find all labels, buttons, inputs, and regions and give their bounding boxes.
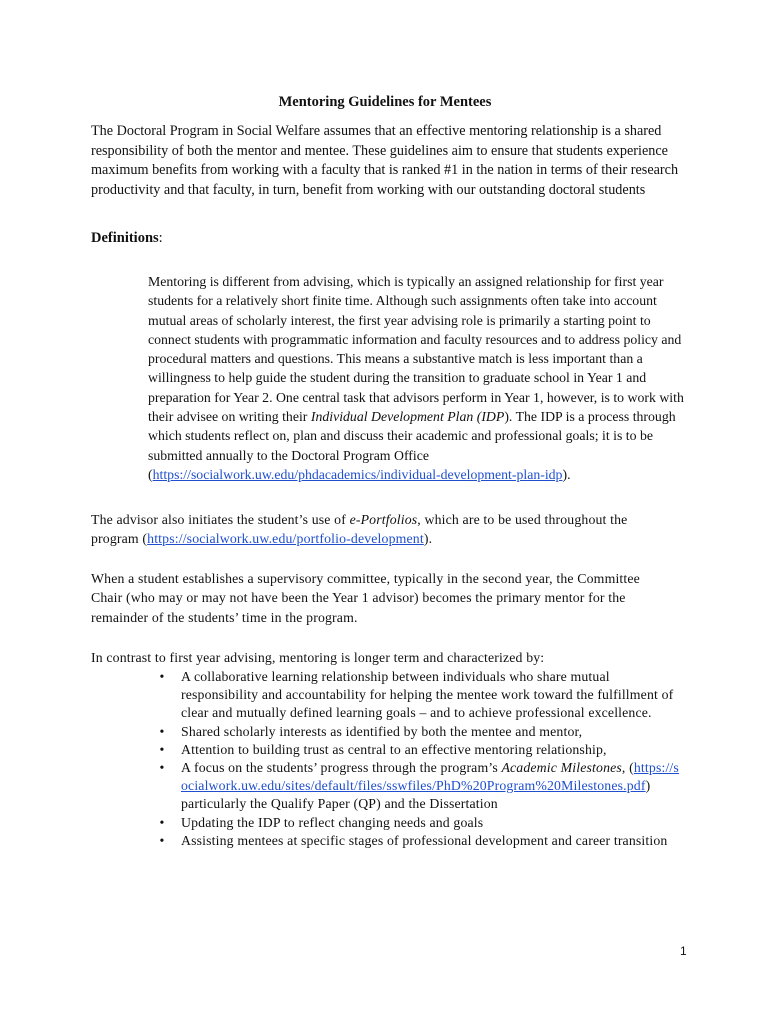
definitions-heading [91, 230, 163, 247]
page-number: 1 [680, 944, 687, 958]
mentoring-definition-paragraph [148, 272, 693, 484]
list-item-text: Shared scholarly interests as identified by both the mentee and mentor, [181, 723, 583, 739]
e-portfolios-term: e-Portfolios [349, 512, 418, 527]
portfolio-link[interactable]: https://socialwork.uw.edu/portfolio-development [147, 531, 424, 547]
bullet-icon: • [159, 814, 165, 830]
idp-link[interactable]: https://socialwork.uw.edu/phdacademics/individual-development-plan-idp [152, 466, 563, 482]
list-item-text: Assisting mentees at specific stages of professional development and career transition [181, 832, 668, 848]
committee-paragraph: When a student establishes a supervisory committee, typically in the second year, the Committee Chair (who may or may not have been the Year 1 advisor) becomes the primary mentor for the remainder of the students’ time in the program. [91, 571, 640, 625]
list-item [155, 741, 685, 759]
bullet-icon: • [159, 741, 165, 757]
list-item [155, 723, 685, 741]
idp-term: Individual Development Plan (IDP [310, 409, 505, 425]
mentoring-text-continued: ). The IDP is a process through which students reflect on, plan and discuss their academic and professional goals; it is to be submitted annually to the Doctoral Program Office ( [148, 409, 676, 482]
bullet-icon: • [159, 760, 165, 776]
list-item-text: A focus on the students’ progress through the program’s [181, 760, 502, 776]
advisor-text: The advisor also initiates the student’s use of [91, 512, 350, 527]
list-item-text: Updating the IDP to reflect changing needs and goals [181, 814, 484, 830]
definitions-label: Definitions [91, 230, 159, 246]
list-item [155, 759, 685, 814]
list-item-text: A collaborative learning relationship between individuals who share mutual responsibility and accountability for helping the mentee work toward the fulfillment of clear and mutually defined learning goals – and to achieve professional excellence. [181, 669, 674, 721]
advisor-text-middle: , which are to be used throughout the program ( [91, 512, 628, 547]
bullet-icon: • [159, 669, 165, 684]
list-item [155, 814, 685, 832]
mentoring-text-end: ). [562, 466, 571, 482]
bullet-icon: • [159, 832, 165, 848]
intro-paragraph: The Doctoral Program in Social Welfare assumes that an effective mentoring relationship is a shared responsibility of both the mentor and mentee. These guidelines aim to ensure that students experience maximum benefits from working with a faculty that is ranked #1 in the nation in terms of their research productivity and that faculty, in turn, benefit from working with our outstanding doctoral students [91, 123, 679, 198]
definitions-colon: : [158, 230, 163, 246]
mentoring-text: Mentoring is different from advising, which is typically an assigned relationship for first year students for a relatively short finite time. Although such assignments often take into account mutual areas of scholarly interest, the first year advising role is primarily a starting point to connect students with programmatic information and faculty resources and to address policy and procedural matters and questions. This means a substantive match is less important than a willingness to help guide the student during the transition to graduate school in Year 1 and preparation for Year 2. One central task that advisors perform in Year 1, however, is to work with their advisee on writing their [148, 274, 684, 425]
bullet-icon: • [159, 723, 165, 739]
list-item-text: , ( [621, 760, 634, 776]
list-item [155, 668, 685, 723]
advisor-text-end: ). [423, 531, 433, 547]
academic-milestones-term: Academic Milestones [501, 760, 622, 776]
list-item [155, 832, 685, 850]
list-item-text: ) particularly the Qualify Paper (QP) and the Dissertation [181, 778, 651, 812]
list-item-text: Attention to building trust as central to an effective mentoring relationship, [181, 741, 607, 757]
milestones-link[interactable]: https://socialwork.uw.edu/sites/default/files/sswfiles/PhD%20Program%20Milestones.pdf [181, 760, 679, 794]
contrast-paragraph: In contrast to first year advising, mentoring is longer term and characterized by: [91, 650, 545, 665]
advisor-paragraph [91, 510, 671, 549]
page-title: Mentoring Guidelines for Mentees [278, 94, 492, 110]
characteristics-list [155, 668, 685, 850]
